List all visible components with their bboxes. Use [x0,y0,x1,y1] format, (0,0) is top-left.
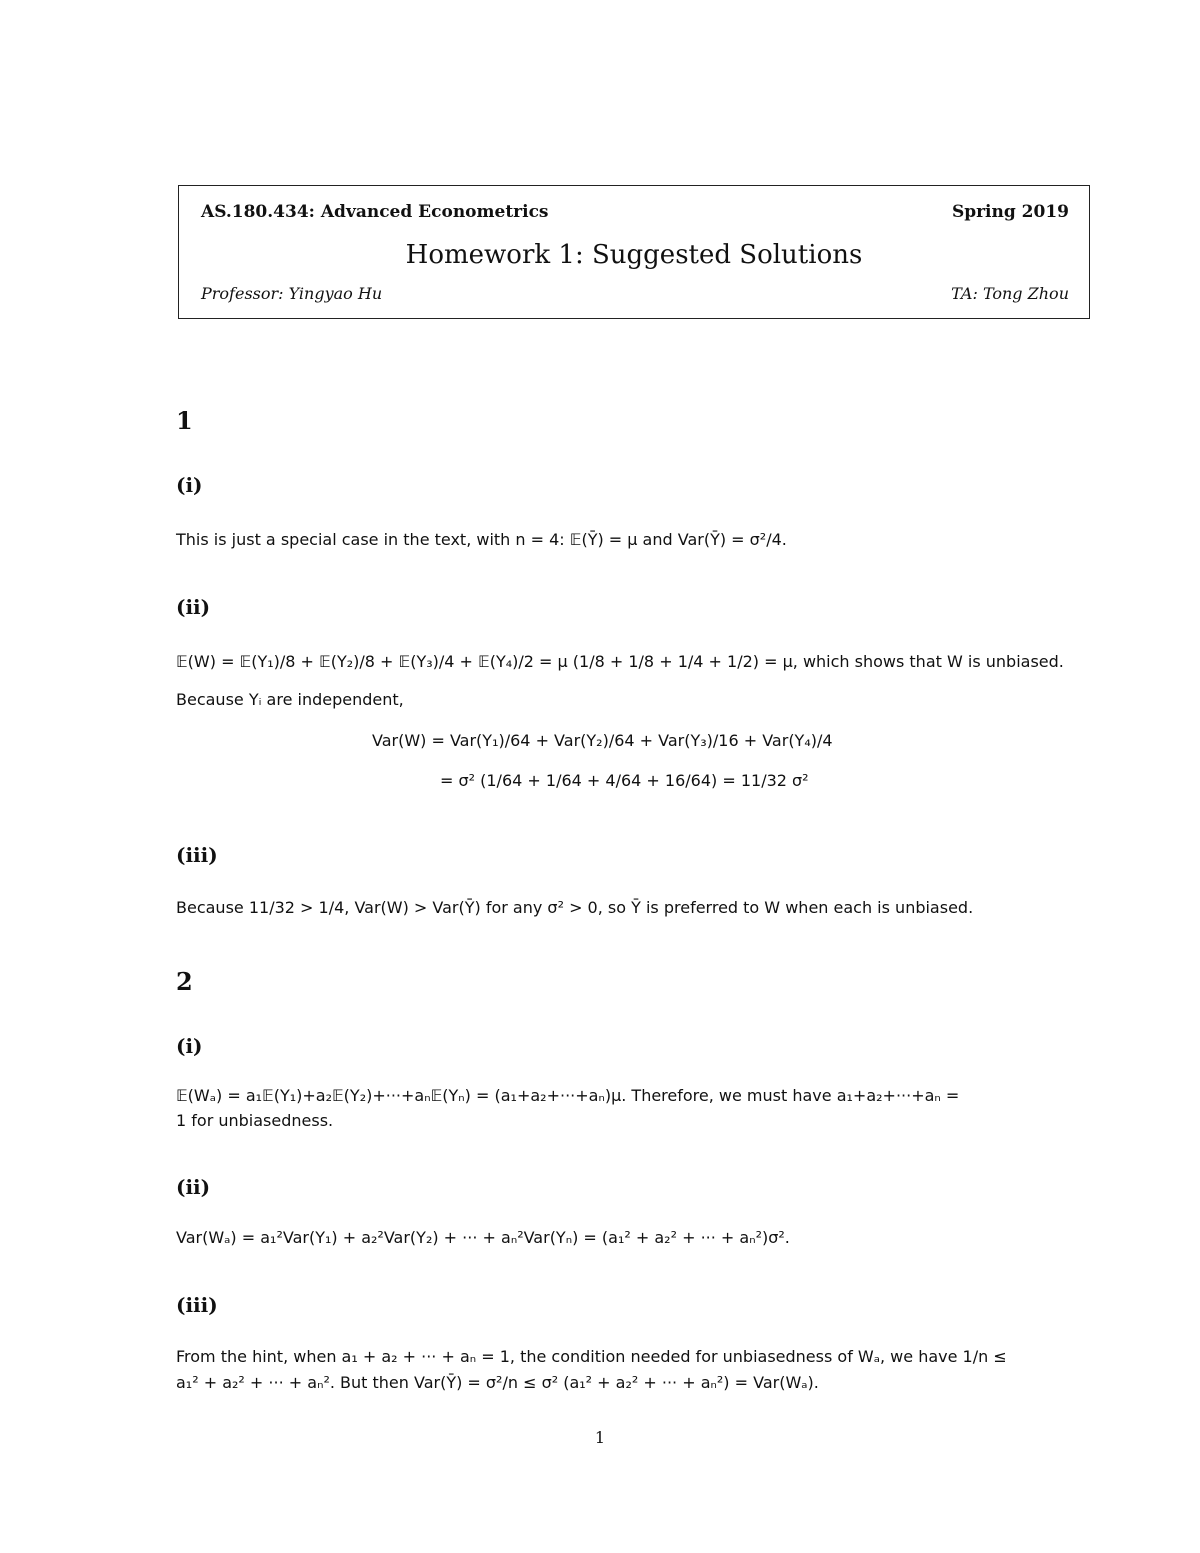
document-title: Homework 1: Suggested Solutions [405,240,863,270]
subsection-heading: (ii) [176,1175,211,1199]
answer-text: a₁² + a₂² + ··· + aₙ². But then Var(Ȳ) = σ²/n ≤ σ² (a₁² + a₂² + ··· + aₙ²) = Var(Wₐ). [176,1373,819,1392]
answer-text: Var(Wₐ) = a₁²Var(Y₁) + a₂²Var(Y₂) + ··· + aₙ²Var(Yₙ) = (a₁² + a₂² + ··· + aₙ²)σ². [176,1228,790,1247]
answer-text: 𝔼(W) = 𝔼(Y₁)/8 + 𝔼(Y₂)/8 + 𝔼(Y₃)/4 + 𝔼(Y₄)/2 = μ (1/8 + 1/8 + 1/4 + 1/2) = μ, which shows that W is unbiased. [176,652,1064,671]
header-box [178,185,1090,319]
subsection-heading: (iii) [176,1293,218,1317]
section-heading-1: 1 [176,406,193,435]
display-equation: = σ² (1/64 + 1/64 + 4/64 + 16/64) = 11/32 σ² [440,771,809,790]
answer-text: 1 for unbiasedness. [176,1111,334,1130]
term: Spring 2019 [951,202,1069,222]
section-heading-2: 2 [176,967,193,996]
subsection-heading: (i) [176,1034,203,1058]
display-equation: Var(W) = Var(Y₁)/64 + Var(Y₂)/64 + Var(Y₃)/16 + Var(Y₄)/4 [372,731,833,750]
page-number: 1 [594,1428,606,1447]
answer-text: Because 11/32 > 1/4, Var(W) > Var(Ȳ) for any σ² > 0, so Ȳ is preferred to W when each is unbiased. [176,898,974,917]
subsection-heading: (iii) [176,843,218,867]
course-title: AS.180.434: Advanced Econometrics [201,202,549,222]
teaching-assistant: TA: Tong Zhou [951,284,1069,303]
subsection-heading: (i) [176,473,203,497]
answer-text: From the hint, when a₁ + a₂ + ··· + aₙ = 1, the condition needed for unbiasedness of Wₐ, we have 1/n ≤ [176,1347,1007,1366]
professor: Professor: Yingyao Hu [201,284,383,303]
answer-text: Because Yᵢ are independent, [176,690,404,709]
answer-text: 𝔼(Wₐ) = a₁𝔼(Y₁)+a₂𝔼(Y₂)+···+aₙ𝔼(Yₙ) = (a₁+a₂+···+aₙ)μ. Therefore, we must have a₁+a₂+···+aₙ = [176,1086,960,1105]
subsection-heading: (ii) [176,595,211,619]
answer-text: This is just a special case in the text, with n = 4: 𝔼(Ȳ) = μ and Var(Ȳ) = σ²/4. [176,530,787,549]
